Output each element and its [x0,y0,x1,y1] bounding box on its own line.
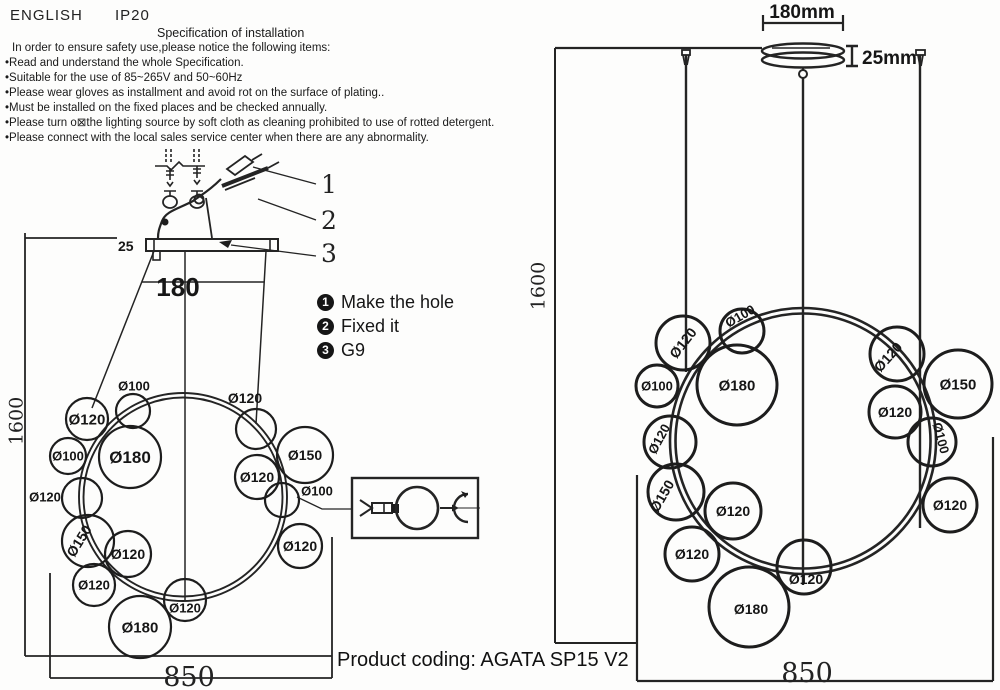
sphere-diameter-label: Ø120 [227,389,263,406]
front-view-spheres [29,379,333,658]
step-2-badge: 2 [317,318,334,335]
sphere-diameter-label: Ø150 [646,477,678,515]
sphere-diameter-label: Ø100 [118,378,150,394]
step-make-the-hole: 1 Make the hole [317,290,454,314]
front-view-diagram [5,149,480,690]
mounting-hardware-detail [155,149,279,238]
callout-leaders [231,167,316,256]
spec-intro: In order to ensure safety use,please notice the following items: [12,42,331,54]
canopy-hook [799,70,807,78]
sphere-diameter-label: Ø100 [722,301,758,331]
step-1-badge: 1 [317,294,334,311]
callout-1: 1 [321,170,337,199]
sphere-diameter-label: Ø150 [63,522,95,560]
spec-item: •Please turn o⊠the lighting source by soft cloth as cleaning prohibited to use of rotted detergent. [5,117,495,129]
sphere-diameter-label: Ø120 [788,570,824,587]
sphere-diameter-label: Ø120 [877,403,913,420]
sphere-diameter-label: Ø120 [29,489,61,505]
sphere-diameter-label: Ø100 [301,483,333,499]
front-height-dim: 1600 [5,396,28,446]
rail-flag-icon [227,156,253,175]
sphere-diameter-label: Ø120 [68,411,106,429]
socket-body [372,503,392,513]
ip-rating-label: IP20 [115,7,150,24]
sphere-diameter-label: Ø180 [718,377,756,395]
sphere-diameter-label: Ø120 [666,324,700,362]
product-coding: Product coding: AGATA SP15 V2 [337,649,629,671]
side-height-dim-line [555,48,637,643]
sphere-diameter-label: Ø100 [52,448,84,464]
cable-gripper [162,219,169,226]
spec-title: Specification of installation [157,26,305,40]
sphere-diameter-label: Ø120 [644,421,674,457]
dashed-screws-icon [166,149,199,163]
socket-icon [360,500,372,516]
thickness-symbol-icon [846,46,858,66]
spec-item: •Please wear gloves as installment and avoid rot on the surface of plating.. [5,87,385,99]
step-fixed-it: 2 Fixed it [317,314,454,338]
sphere-diameter-label: Ø150 [939,376,977,394]
sphere-diameter-label: Ø120 [78,577,110,593]
side-view-spheres [636,302,992,647]
bulb-sphere-icon [396,487,438,529]
sphere-diameter-label: Ø150 [287,446,323,463]
spec-item: •Must be installed on the fixed places and be checked annually. [5,102,328,114]
step-3-badge: 3 [317,342,334,359]
sphere-diameter-label: Ø180 [109,447,151,467]
sphere-diameter-label: Ø100 [641,378,673,394]
step-g9: 3 G9 [317,338,454,362]
front-canopy-width: 180 [156,272,200,302]
screw-icon [166,168,174,186]
sphere-diameter-label: Ø120 [239,468,275,485]
spec-item: •Read and understand the whole Specification. [5,57,244,69]
front-canopy [146,239,278,260]
sphere-diameter-label: Ø120 [674,545,710,562]
bulb-detail-box [352,478,480,538]
sphere-diameter-label: Ø180 [733,600,769,617]
front-width-dim: 850 [163,662,215,690]
language-label: ENGLISH [10,7,83,24]
wire-rod [206,198,212,238]
spec-item: •Please connect with the local sales service center when there are any abnormality. [5,132,429,144]
callout-2: 2 [321,206,337,235]
leader-arrowhead [219,240,232,248]
side-canopy-width: 180mm [769,2,835,23]
callout-3: 3 [321,239,337,268]
side-width-dim: 850 [781,658,833,689]
sphere-diameter-label: Ø120 [169,600,201,616]
side-canopy [762,44,844,79]
detail-box-leader [297,497,352,509]
anchor-icon [163,191,177,208]
front-canopy-thickness: 25 [118,238,134,254]
sphere-diameter-label: Ø120 [870,338,906,376]
sphere-diameter-label: Ø180 [121,619,159,637]
side-height-dim: 1600 [527,261,550,311]
sphere-diameter-label: Ø120 [282,537,318,554]
spec-item: •Suitable for the use of 85~265V and 50~60Hz [5,72,243,84]
sphere-diameter-label: Ø120 [932,496,968,513]
sphere-diameter-label: Ø120 [110,545,146,562]
side-canopy-thickness: 25mm [862,48,917,69]
screw-icon [193,166,201,184]
sphere-diameter-label: Ø100 [929,420,953,456]
side-view-diagram [527,2,993,689]
glass-sphere [62,478,102,518]
sphere-diameter-label: Ø120 [715,502,751,519]
